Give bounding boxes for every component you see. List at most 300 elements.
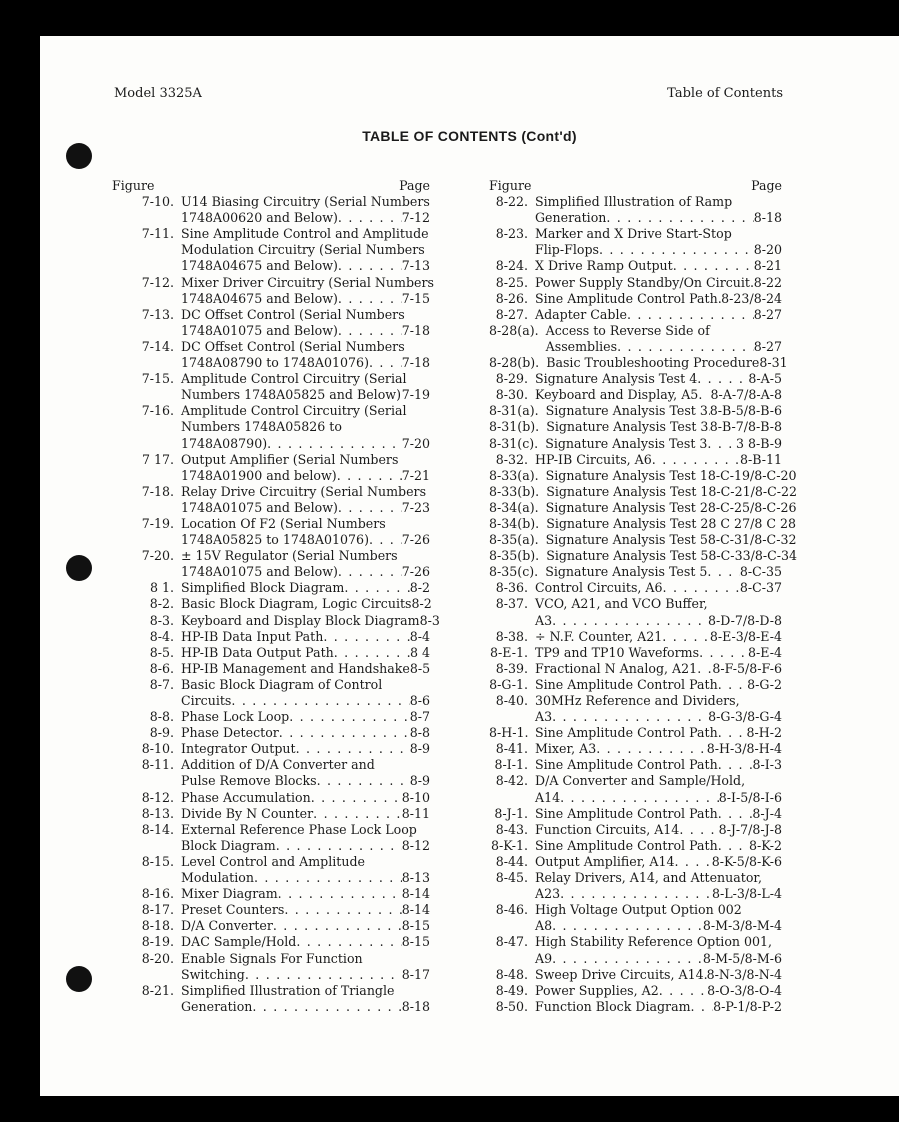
toc-entry: [112, 580, 430, 596]
title-line: [535, 258, 782, 274]
dot-leader: [338, 210, 402, 226]
page-number: 8-A-7/8-A-8: [710, 387, 782, 403]
title-text: Signature Analysis Test 3: [545, 403, 708, 419]
title-line: [181, 403, 430, 419]
toc-entry: [112, 403, 430, 451]
page-number: 8-J-7/8-J-8: [718, 821, 782, 837]
dot-leader: [267, 436, 402, 452]
title-text: External Reference Phase Lock Loop: [181, 821, 417, 837]
title-line: [181, 355, 430, 371]
title-line: [181, 596, 430, 612]
title-line: [181, 194, 430, 210]
title-line: [535, 613, 782, 629]
title-text: Sine Amplitude Control Path: [535, 757, 718, 773]
title-text: Block Diagram: [181, 837, 276, 853]
page-number: 8-H-2: [746, 725, 782, 741]
binder-hole: [66, 555, 92, 581]
entry-title: [181, 661, 430, 677]
toc-entry: [489, 806, 782, 822]
entry-title: [181, 725, 430, 741]
title-text: TP9 and TP10 Waveforms: [535, 644, 700, 660]
title-text: 1748A05825 to 1748A01076): [181, 532, 369, 548]
title-line: [181, 580, 430, 596]
title-text: Simplified Illustration of Ramp: [535, 194, 733, 210]
entry-title: [181, 645, 430, 661]
entry-title: [181, 854, 430, 886]
figure-number: 8-28(a).: [489, 322, 539, 338]
title-line: [535, 999, 782, 1015]
page-number: 8-M-5/8-M-6: [702, 950, 782, 966]
toc-entry: [489, 934, 782, 966]
toc-entry: [489, 403, 782, 419]
page-number: 8-3: [419, 612, 440, 628]
figure-number: 8-3.: [149, 612, 174, 628]
title-text: DAC Sample/Hold: [181, 934, 297, 950]
title-line: [181, 645, 430, 661]
toc-entry: [489, 532, 797, 548]
entry-title: [545, 564, 782, 580]
figure-number: 8-11.: [141, 757, 174, 773]
figure-number: 8-44.: [495, 853, 528, 869]
title-text: Sweep Drive Circuits, A14: [535, 966, 704, 982]
page-number: 8-9: [409, 773, 430, 789]
figure-number: 8-31(a).: [489, 403, 539, 419]
title-text: D/A Converter: [181, 918, 273, 934]
dot-leader: [560, 790, 719, 806]
entry-title: [546, 323, 782, 355]
figure-number: 8-J-1.: [494, 805, 528, 821]
title-text: Sine Amplitude Control Path: [535, 676, 718, 692]
title-line: [181, 693, 430, 709]
page-label: Page: [751, 178, 782, 193]
toc-entry: [489, 596, 782, 628]
dot-leader: [617, 339, 754, 355]
title-line: [535, 291, 782, 307]
title-text: 1748A08790 to 1748A01076): [181, 355, 369, 371]
toc-entry: [112, 194, 430, 226]
figure-number: 8-28(b).: [489, 355, 540, 371]
toc-entry: [489, 967, 782, 983]
dot-leader: [254, 870, 402, 886]
title-text: A9: [535, 950, 553, 966]
figure-number: 7-14.: [141, 338, 174, 354]
binder-hole: [66, 143, 92, 169]
title-text: High Voltage Output Option 002: [535, 902, 742, 918]
toc-entry: [112, 806, 430, 822]
figure-number: 8-43.: [495, 821, 528, 837]
page-number: 8-12: [401, 837, 430, 853]
entry-title: [181, 194, 430, 226]
title-text: Mixer Driver Circuitry (Serial Numbers: [181, 274, 434, 290]
title-line: [535, 886, 782, 902]
dot-leader: [697, 371, 748, 387]
title-text: Numbers 1748A05825 and Below): [181, 387, 401, 403]
page-number: 7-15: [401, 290, 430, 306]
title-line: [546, 403, 782, 419]
page-number: 8-4: [409, 628, 430, 644]
title-text: Signature Analysis Test 2: [545, 499, 708, 515]
title-line: [181, 484, 430, 500]
title-line: [181, 226, 430, 242]
title-line: [181, 291, 430, 307]
dot-leader: [552, 918, 703, 934]
title-line: [181, 387, 430, 403]
title-line: [535, 629, 782, 645]
title-text: A23: [535, 886, 561, 902]
entry-title: [535, 822, 782, 838]
title-line: [181, 757, 430, 773]
title-text: Phase Lock Loop: [181, 709, 290, 725]
figure-number: 8-46.: [495, 902, 528, 918]
entry-title: [181, 886, 430, 902]
title-line: [535, 645, 782, 661]
toc-entry: [489, 548, 798, 564]
title-line: [181, 629, 430, 645]
title-text: Signature Analysis Test 3: [545, 435, 708, 451]
page-number: 3 8-B-9: [735, 435, 782, 451]
page-number: 7-12: [401, 210, 430, 226]
toc-entry: [112, 854, 430, 886]
dot-leader: [718, 757, 753, 773]
figure-number: 7-12.: [141, 274, 174, 290]
title-line: [181, 339, 430, 355]
title-line: [181, 709, 430, 725]
title-text: VCO, A21, and VCO Buffer,: [535, 596, 708, 612]
title-text: A3: [535, 709, 553, 725]
document-page: [40, 36, 899, 1096]
page-number: 8-6: [409, 693, 430, 708]
dot-leader: [652, 452, 740, 468]
figure-number: 7-16.: [141, 403, 174, 419]
title-line: [535, 983, 782, 999]
page-number: 8-10: [401, 789, 430, 805]
dot-leader: [344, 580, 409, 596]
title-text: Flip-Flops: [535, 242, 599, 258]
figure-number: 8-26.: [495, 290, 528, 306]
title-text: ÷ N.F. Counter, A21: [535, 628, 663, 644]
entry-title: [535, 806, 782, 822]
page-number: 8-21: [753, 258, 782, 274]
page-number: 8-E-4: [748, 644, 782, 660]
dot-leader: [289, 709, 409, 725]
entry-title: [181, 902, 430, 918]
dot-leader: [313, 806, 402, 822]
title-text: Power Supply Standby/On Circuit: [535, 274, 750, 290]
entry-title: [535, 934, 782, 966]
toc-entry: [489, 323, 782, 355]
dot-leader: [231, 693, 409, 709]
dot-leader: [697, 661, 712, 677]
title-line: [181, 516, 430, 532]
entry-title: [535, 677, 782, 693]
toc-entry: [489, 902, 782, 934]
entry-title: [546, 483, 798, 500]
title-text: Pulse Remove Blocks: [181, 773, 317, 789]
entry-title: [181, 677, 430, 709]
title-line: [181, 934, 430, 950]
title-text: DC Offset Control (Serial Numbers: [181, 306, 405, 322]
entry-title: [181, 629, 430, 645]
title-text: Output Amplifier (Serial Numbers: [181, 451, 399, 467]
page-number: 8-2: [411, 596, 432, 612]
title-text: Modulation: [181, 870, 254, 886]
toc-entry: [489, 371, 782, 387]
dot-leader: [606, 210, 753, 226]
entry-title: [181, 371, 430, 403]
page-number: 8-18: [753, 210, 782, 226]
title-text: 1748A01075 and Below): [181, 564, 338, 580]
title-line: [181, 951, 430, 967]
title-line: [181, 436, 430, 452]
title-text: ± 15V Regulator (Serial Numbers: [181, 548, 398, 564]
dot-leader: [284, 902, 401, 918]
title-text: Function Block Diagram: [535, 998, 691, 1014]
toc-entry: [489, 275, 782, 291]
toc-entry: [112, 645, 430, 661]
toc-entry: [489, 757, 782, 773]
page-number: 8-B-5/8-B-6: [709, 403, 782, 419]
title-line: [546, 339, 782, 355]
toc-entry: [489, 307, 782, 323]
figure-number: 8-7.: [149, 676, 174, 692]
toc-entry: [489, 838, 782, 854]
title-text: Output Amplifier, A14: [535, 853, 675, 869]
dot-leader: [698, 387, 710, 403]
figure-number: 8-15.: [141, 853, 174, 869]
entry-title: [535, 291, 782, 307]
figure-number: 7-13.: [141, 306, 174, 322]
title-line: [535, 725, 782, 741]
entry-title: [181, 596, 430, 612]
title-line: [535, 452, 782, 468]
title-line: [181, 548, 430, 564]
toc-entry: [489, 773, 782, 805]
dot-leader: [718, 838, 749, 854]
entry-title: [535, 258, 782, 274]
left-entry-list: [112, 194, 440, 1015]
title-text: Preset Counters: [181, 902, 285, 918]
entry-title: [535, 580, 782, 596]
title-text: HP-IB Data Input Path: [181, 628, 324, 644]
entry-title: [181, 918, 430, 934]
entry-title: [181, 612, 440, 629]
page-number: 8-C-19/8-C-20: [707, 467, 797, 483]
figure-number: 8-19.: [141, 934, 174, 950]
entry-title: [181, 806, 430, 822]
page-title: TABLE OF CONTENTS (Cont'd): [362, 128, 577, 144]
title-line: [181, 999, 430, 1015]
dot-leader: [278, 886, 402, 902]
page-number: 8-20: [753, 242, 782, 258]
page-number: 8-D-7/8-D-8: [708, 612, 782, 628]
figure-number: 8-22.: [495, 194, 528, 210]
binder-hole: [66, 966, 92, 992]
page-number: 8-27: [753, 306, 782, 322]
page-number: 8-C-31/8-C-32: [707, 532, 797, 548]
title-text: Basic Troubleshooting Procedure: [546, 355, 760, 371]
entry-title: [181, 822, 430, 854]
title-line: [181, 371, 430, 387]
entry-title: [181, 741, 430, 757]
title-line: [181, 741, 430, 757]
dot-leader: [296, 934, 401, 950]
title-line: [181, 564, 430, 580]
entry-title: [181, 307, 430, 339]
entry-title: [545, 467, 797, 484]
entry-title: [535, 275, 782, 291]
figure-number: 8-17.: [141, 902, 174, 918]
title-line: [535, 709, 782, 725]
figure-number: 8-48.: [495, 966, 528, 982]
right-toc-column: [489, 178, 798, 1015]
title-line: [535, 371, 782, 387]
title-line: [535, 741, 782, 757]
title-line: [181, 532, 430, 548]
page-number: 8-31: [759, 355, 788, 371]
entry-title: [535, 870, 782, 902]
title-text: High Stability Reference Option 001,: [535, 934, 773, 950]
title-text: 1748A04675 and Below): [181, 258, 338, 274]
title-line: [181, 258, 430, 274]
title-text: Amplitude Control Circuitry (Serial: [181, 371, 407, 387]
title-line: [535, 902, 782, 918]
title-line: [535, 242, 782, 258]
title-line: [181, 902, 430, 918]
dot-leader: [552, 709, 708, 725]
title-line: [535, 790, 782, 806]
page-number: 8-27: [753, 338, 782, 354]
title-line: [535, 838, 782, 854]
dot-leader: [718, 677, 747, 693]
title-line: [181, 612, 440, 629]
dot-leader: [273, 918, 402, 934]
dot-leader: [245, 967, 402, 983]
dot-leader: [596, 741, 706, 757]
title-line: [181, 419, 430, 435]
title-line: [535, 387, 782, 403]
dot-leader: [675, 854, 712, 870]
toc-entry: [112, 983, 430, 1015]
title-line: [545, 532, 797, 548]
dot-leader: [552, 951, 703, 967]
toc-entry: [112, 790, 430, 806]
title-line: [181, 500, 430, 516]
title-line: [546, 483, 798, 500]
page-number: 8-23/8-24: [721, 290, 782, 306]
title-text: Location Of F2 (Serial Numbers: [181, 515, 386, 531]
figure-number: 8-42.: [495, 773, 528, 789]
dot-leader: [338, 323, 402, 339]
entry-title: [181, 983, 430, 1015]
title-line: [181, 725, 430, 741]
page-number: 7-19: [401, 387, 430, 403]
figure-number: 8-45.: [495, 870, 528, 886]
page-number: 8-P-1/8-P-2: [713, 998, 782, 1014]
page-number: 8-17: [401, 966, 430, 982]
title-text: HP-IB Management and Handshake: [181, 660, 410, 676]
page-number: 8-A-5: [748, 371, 782, 387]
title-text: X Drive Ramp Output: [535, 258, 673, 274]
toc-entry: [489, 580, 782, 596]
page-number: 8-J-4: [752, 805, 782, 821]
toc-entry: [489, 725, 782, 741]
title-text: HP-IB Data Output Path: [181, 644, 334, 660]
title-line: [535, 934, 782, 950]
title-text: Simplified Block Diagram: [181, 580, 345, 596]
entry-title: [545, 436, 782, 452]
title-text: Generation: [181, 998, 253, 1014]
title-line: [181, 274, 434, 291]
title-text: Switching: [181, 966, 245, 982]
model-header: Model 3325A: [114, 86, 202, 101]
title-text: A14: [535, 789, 561, 805]
title-text: Amplitude Control Circuitry (Serial: [181, 403, 407, 419]
entry-title: [535, 773, 782, 805]
title-text: 30MHz Reference and Dividers,: [535, 693, 740, 708]
toc-entry: [489, 194, 782, 226]
title-text: Power Supplies, A2: [535, 982, 659, 998]
entry-title: [181, 709, 430, 725]
title-text: Signature Analysis Test 5: [545, 564, 708, 580]
page-number: 7-21: [401, 467, 430, 483]
page-number: 8-C-21/8-C-22: [708, 483, 798, 499]
figure-number: 8-12.: [141, 789, 174, 805]
entry-title: [546, 515, 797, 532]
title-line: [181, 918, 430, 934]
toc-entry: [489, 677, 782, 693]
title-line: [181, 452, 430, 468]
figure-number: 7-20.: [141, 548, 174, 564]
title-text: Adapter Cable: [535, 306, 627, 322]
toc-entry: [112, 677, 430, 709]
entry-title: [535, 757, 782, 773]
figure-number: 8-29.: [495, 371, 528, 387]
dot-leader: [338, 500, 402, 516]
dot-leader: [707, 436, 736, 452]
dot-leader: [659, 983, 707, 999]
title-line: [181, 210, 430, 226]
title-text: Sine Amplitude Control Path: [535, 805, 718, 821]
toc-entry: [489, 822, 782, 838]
title-text: Signature Analysis Test 1: [545, 467, 708, 483]
figure-number: 8-21.: [141, 982, 174, 998]
title-line: [535, 677, 782, 693]
title-text: Signature Analysis Test 3: [546, 419, 709, 435]
title-line: [535, 918, 782, 934]
toc-entry: [489, 983, 782, 999]
title-text: Mixer Diagram: [181, 886, 278, 902]
page-number: 7-18: [401, 355, 430, 371]
dot-leader: [627, 307, 754, 323]
toc-entry: [112, 548, 430, 580]
title-line: [546, 419, 782, 435]
toc-entry: [112, 307, 430, 339]
toc-entry: [489, 629, 782, 645]
title-line: [181, 677, 430, 693]
toc-entry: [489, 436, 782, 452]
right-entry-list: [489, 194, 798, 1015]
dot-leader: [673, 258, 754, 274]
toc-entry: [489, 467, 797, 484]
page-number: 8-22: [753, 274, 782, 290]
title-text: 1748A08790): [181, 435, 268, 451]
toc-entry: [489, 483, 798, 500]
figure-number: 8-49.: [495, 982, 528, 998]
entry-title: [546, 548, 798, 564]
left-column-header: [112, 178, 430, 194]
toc-entry: [112, 918, 430, 934]
title-text: 1748A04675 and Below): [181, 290, 338, 306]
